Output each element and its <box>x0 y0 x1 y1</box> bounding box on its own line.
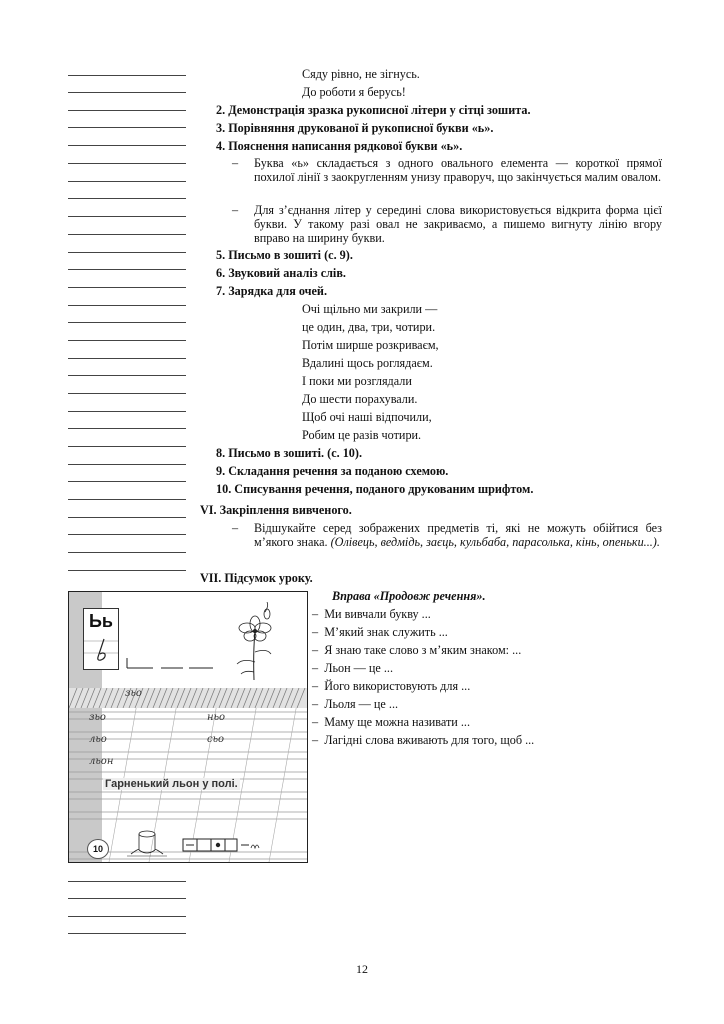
handwriting-sample: зьо <box>89 712 106 723</box>
section-title: Закріплення вивченого. <box>219 503 352 517</box>
handwriting-sample: льон <box>89 756 114 767</box>
eye-poem-line: Робим це разів чотири. <box>302 428 422 442</box>
exercise-item-text: Маму ще можна називати ... <box>324 715 471 729</box>
handwritten-letter-icon <box>84 635 118 665</box>
step-text: Порівняння друкованої й рукописної букви «ь». <box>228 121 494 135</box>
step-text: Звуковий аналіз слів. <box>228 266 346 280</box>
task-paragraph <box>254 521 662 549</box>
step-number: 7. <box>216 284 226 298</box>
step-number: 8. <box>216 446 226 460</box>
exercise-item: – Маму ще можна називати ... <box>312 715 471 729</box>
exercise-item-text: М’який знак служить ... <box>324 625 448 639</box>
explanation-paragraph: Для з’єднання літер у середині слова використовується відкрита форма цієї букви. У такому разі овал не закриваємо, а пишемо вигнуту лінію вгору вправо на ширину букви. <box>254 203 662 245</box>
tree-stump-icon <box>127 828 167 858</box>
bullet-dash: – <box>232 156 239 170</box>
bullet-dash: – <box>232 521 239 535</box>
exercise-item-text: Його використовують для ... <box>324 679 471 693</box>
handwriting-sample: ньо <box>207 712 226 723</box>
page-number: 12 <box>356 962 368 976</box>
lesson-step <box>216 266 346 281</box>
notebook-caption: Гарненький льон у полі. <box>105 778 238 790</box>
step-text: Списування речення, поданого друкованим шрифтом. <box>234 482 534 496</box>
explanation-paragraph: Буква «ь» складається з одного овального елемента — короткої прямої похилої лінії з заокругленням унизу праворуч, що закінчується малим овалом. <box>254 156 662 184</box>
exercise-item-text: Я знаю таке слово з м’яким знаком: ... <box>324 643 522 657</box>
step-number: 6. <box>216 266 226 280</box>
hatched-band <box>69 688 307 708</box>
step-text: Пояснення написання рядкової букви «ь». <box>228 139 463 153</box>
exercise-item: – Я знаю таке слово з м’яким знаком: ... <box>312 643 522 657</box>
handwriting-sample: сьо <box>207 734 225 745</box>
step-number: 5. <box>216 248 226 262</box>
eye-poem-line: Потім ширше розкриваєм, <box>302 338 439 352</box>
task-examples: (Олівець, ведмідь, заєць, кульбаба, парасолька, кінь, опеньки...). <box>330 535 660 549</box>
intro-poem-line: Сяду рівно, не зігнусь. <box>302 67 420 81</box>
exercise-item-text: Ми вивчали букву ... <box>324 607 431 621</box>
lesson-step <box>216 121 493 136</box>
eye-poem-line: До шести порахували. <box>302 392 418 406</box>
exercise-item-text: Льоля — це ... <box>324 697 399 711</box>
handwriting-sample: зьо <box>125 688 142 699</box>
step-number: 2. <box>216 103 226 117</box>
lesson-step <box>216 284 327 299</box>
exercise-item-text: Льон — це ... <box>324 661 394 675</box>
eye-poem-line: Щоб очі наші відпочили, <box>302 410 432 424</box>
lesson-step <box>216 482 533 497</box>
exercise-item: – М’який знак служить ... <box>312 625 448 639</box>
exercise-item-text: Лагідні слова вживають для того, щоб ... <box>324 733 535 747</box>
notebook-page-image <box>68 591 308 863</box>
eye-poem-line: І поки ми розглядали <box>302 374 412 388</box>
eye-poem-line: Вдалині щось роглядаєм. <box>302 356 433 370</box>
letter-card <box>83 608 119 670</box>
lesson-step <box>216 139 462 154</box>
exercise-item: – Ми вивчали букву ... <box>312 607 431 621</box>
step-number: 4. <box>216 139 226 153</box>
step-text: Складання речення за поданою схемою. <box>228 464 449 478</box>
sentence-scheme-lines <box>125 658 215 670</box>
step-number: 3. <box>216 121 226 135</box>
lesson-step <box>216 103 531 118</box>
eye-poem-line: Очі щільно ми закрили — <box>302 302 438 316</box>
margin-writing-lines <box>68 0 188 1024</box>
intro-poem-line: До роботи я берусь! <box>302 85 406 99</box>
handwriting-sample: льо <box>89 734 107 745</box>
step-number: 9. <box>216 464 226 478</box>
lesson-step <box>216 248 353 263</box>
section-heading <box>200 503 352 518</box>
section-number: VII. <box>200 571 222 585</box>
step-number: 10. <box>216 482 232 496</box>
flax-flower-icon <box>229 602 279 682</box>
lesson-step <box>216 446 362 461</box>
section-title: Підсумок уроку. <box>224 571 313 585</box>
task-text: Відшукайте серед зображених предметів ті, які не можуть обійтися без м’якого знака. <box>254 521 662 549</box>
lesson-step <box>216 464 448 479</box>
bullet-dash: – <box>232 203 239 217</box>
step-text: Демонстрація зразка рукописної літери у сітці зошита. <box>228 103 531 117</box>
notebook-page-number: 10 <box>87 839 109 859</box>
eye-poem-line: це один, два, три, чотири. <box>302 320 436 334</box>
card-letter: Ьь <box>88 611 113 631</box>
exercise-item: – Його використовують для ... <box>312 679 471 693</box>
section-heading <box>200 571 313 586</box>
step-text: Письмо в зошиті (с. 9). <box>228 248 353 262</box>
step-text: Зарядка для очей. <box>228 284 328 298</box>
exercise-item: – Лагідні слова вживають для того, щоб ... <box>312 733 535 747</box>
exercise-item: – Льон — це ... <box>312 661 394 675</box>
step-text: Письмо в зошиті. (с. 10). <box>228 446 363 460</box>
sound-scheme-icon <box>181 836 261 856</box>
exercise-title: Вправа «Продовж речення». <box>332 589 486 603</box>
section-number: VI. <box>200 503 217 517</box>
exercise-item: – Льоля — це ... <box>312 697 399 711</box>
